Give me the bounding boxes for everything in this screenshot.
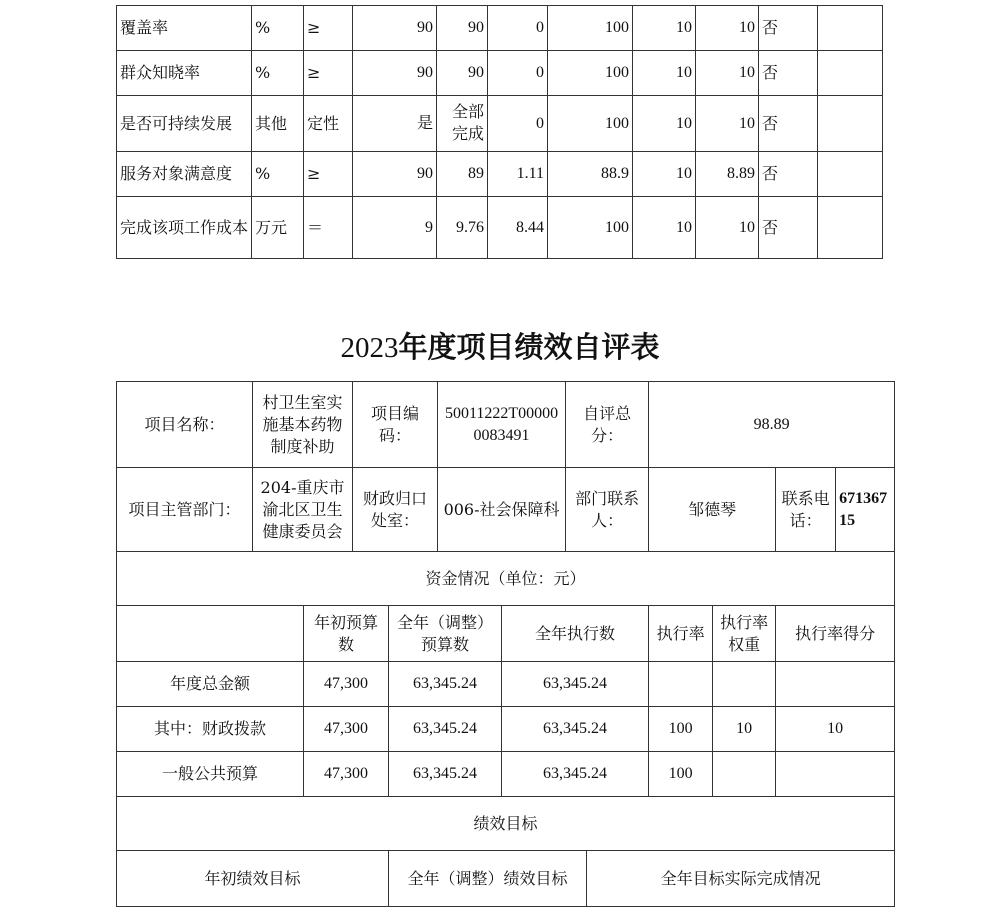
funds-row-score	[776, 662, 895, 707]
indicator-operator: ≥	[304, 152, 353, 197]
indicator-rate: 100	[548, 51, 633, 96]
indicator-target: 9	[353, 197, 437, 259]
indicator-rate: 100	[548, 6, 633, 51]
funds-section-label: 资金情况（单位：元）	[117, 552, 895, 606]
indicator-row	[117, 152, 883, 197]
indicator-unit: 其他	[252, 96, 304, 152]
indicator-unit: %	[252, 51, 304, 96]
contact-value: 邹德琴	[649, 468, 776, 552]
funds-row-adjusted: 63,345.24	[389, 707, 502, 752]
indicator-actual: 90	[437, 51, 488, 96]
funds-row-executed: 63,345.24	[502, 752, 649, 797]
indicator-score: 10	[696, 51, 759, 96]
page-title	[0, 325, 1000, 366]
indicator-row	[117, 197, 883, 259]
funds-header-weight: 执行率权重	[713, 606, 776, 662]
self-evaluation-table	[116, 381, 895, 907]
indicator-note	[818, 51, 883, 96]
indicator-weight: 10	[633, 197, 696, 259]
funds-row-rate: 100	[649, 707, 713, 752]
indicator-operator: ≥	[304, 6, 353, 51]
funds-row	[117, 707, 895, 752]
funds-row-weight: 10	[713, 707, 776, 752]
self-score-value: 98.89	[649, 382, 895, 468]
phone-label: 联系电话：	[776, 468, 836, 552]
indicator-name: 完成该项工作成本	[117, 197, 252, 259]
indicator-note	[818, 197, 883, 259]
indicator-note	[818, 96, 883, 152]
funds-row-score	[776, 752, 895, 797]
indicator-name: 群众知晓率	[117, 51, 252, 96]
goals-actual-label: 全年目标实际完成情况	[587, 851, 895, 907]
indicator-actual: 9.76	[437, 197, 488, 259]
funds-header-rate: 执行率	[649, 606, 713, 662]
indicator-weight: 10	[633, 96, 696, 152]
indicator-weight: 10	[633, 152, 696, 197]
indicator-score: 10	[696, 96, 759, 152]
indicator-deviation: 1.11	[488, 152, 548, 197]
indicator-rate: 100	[548, 197, 633, 259]
goals-adjusted-label: 全年（调整）绩效目标	[389, 851, 587, 907]
indicator-deviation: 0	[488, 6, 548, 51]
indicator-weight: 10	[633, 6, 696, 51]
indicator-note	[818, 152, 883, 197]
indicator-flag: 否	[759, 152, 818, 197]
funds-row-executed: 63,345.24	[502, 707, 649, 752]
indicator-deviation: 0	[488, 51, 548, 96]
indicator-score: 8.89	[696, 152, 759, 197]
contact-label: 部门联系人：	[566, 468, 649, 552]
goals-section-label: 绩效目标	[117, 797, 895, 851]
funds-row-adjusted: 63,345.24	[389, 752, 502, 797]
indicator-rate: 100	[548, 96, 633, 152]
indicator-unit: 万元	[252, 197, 304, 259]
indicator-actual: 89	[437, 152, 488, 197]
indicator-note	[818, 6, 883, 51]
funds-row	[117, 662, 895, 707]
project-row-2	[117, 468, 895, 552]
indicator-flag: 否	[759, 197, 818, 259]
indicator-target: 是	[353, 96, 437, 152]
funds-row-executed: 63,345.24	[502, 662, 649, 707]
self-score-label: 自评总分：	[566, 382, 649, 468]
funds-row-initial: 47,300	[304, 707, 389, 752]
indicator-operator: ≥	[304, 51, 353, 96]
funds-row-label: 其中：财政拨款	[117, 707, 304, 752]
funds-row-initial: 47,300	[304, 662, 389, 707]
funds-row-adjusted: 63,345.24	[389, 662, 502, 707]
funds-row-rate: 100	[649, 752, 713, 797]
indicator-unit: %	[252, 6, 304, 51]
funds-header-blank	[117, 606, 304, 662]
indicator-actual: 全部完成	[437, 96, 488, 152]
indicator-weight: 10	[633, 51, 696, 96]
indicator-target: 90	[353, 51, 437, 96]
indicator-actual: 90	[437, 6, 488, 51]
indicator-operator: 定性	[304, 96, 353, 152]
funds-row-initial: 47,300	[304, 752, 389, 797]
title-year: 2023	[340, 332, 399, 364]
indicator-row	[117, 96, 883, 152]
indicator-flag: 否	[759, 96, 818, 152]
funds-header-adjusted: 全年（调整）预算数	[389, 606, 502, 662]
funds-row-label: 年度总金额	[117, 662, 304, 707]
dept-label: 项目主管部门：	[117, 468, 253, 552]
indicator-name: 是否可持续发展	[117, 96, 252, 152]
indicator-target: 90	[353, 152, 437, 197]
funds-section-row	[117, 552, 895, 606]
project-row-1	[117, 382, 895, 468]
funds-header-row	[117, 606, 895, 662]
indicator-name: 覆盖率	[117, 6, 252, 51]
goals-header-row	[117, 851, 895, 907]
indicator-target: 90	[353, 6, 437, 51]
dept-value: 204-重庆市渝北区卫生健康委员会	[253, 468, 353, 552]
funds-row-weight	[713, 752, 776, 797]
indicator-table	[116, 5, 883, 259]
indicator-name: 服务对象满意度	[117, 152, 252, 197]
office-label: 财政归口处室：	[353, 468, 438, 552]
funds-row-rate	[649, 662, 713, 707]
funds-row-score: 10	[776, 707, 895, 752]
indicator-unit: %	[252, 152, 304, 197]
indicator-score: 10	[696, 6, 759, 51]
project-name-value: 村卫生室实施基本药物制度补助	[253, 382, 353, 468]
project-code-value: 50011222T000000083491	[438, 382, 566, 468]
funds-header-initial: 年初预算数	[304, 606, 389, 662]
funds-header-score: 执行率得分	[776, 606, 895, 662]
funds-row	[117, 752, 895, 797]
funds-header-executed: 全年执行数	[502, 606, 649, 662]
project-name-label: 项目名称：	[117, 382, 253, 468]
indicator-flag: 否	[759, 51, 818, 96]
funds-row-label: 一般公共预算	[117, 752, 304, 797]
indicator-deviation: 8.44	[488, 197, 548, 259]
goals-section-row	[117, 797, 895, 851]
indicator-rate: 88.9	[548, 152, 633, 197]
indicator-row	[117, 6, 883, 51]
indicator-operator: ＝	[304, 197, 353, 259]
office-value: 006-社会保障科	[438, 468, 566, 552]
project-code-label: 项目编码：	[353, 382, 438, 468]
phone-value: 67136715	[836, 468, 895, 552]
indicator-score: 10	[696, 197, 759, 259]
title-text: 年度项目绩效自评表	[398, 330, 660, 364]
indicator-flag: 否	[759, 6, 818, 51]
indicator-deviation: 0	[488, 96, 548, 152]
goals-initial-label: 年初绩效目标	[117, 851, 389, 907]
funds-row-weight	[713, 662, 776, 707]
indicator-row	[117, 51, 883, 96]
